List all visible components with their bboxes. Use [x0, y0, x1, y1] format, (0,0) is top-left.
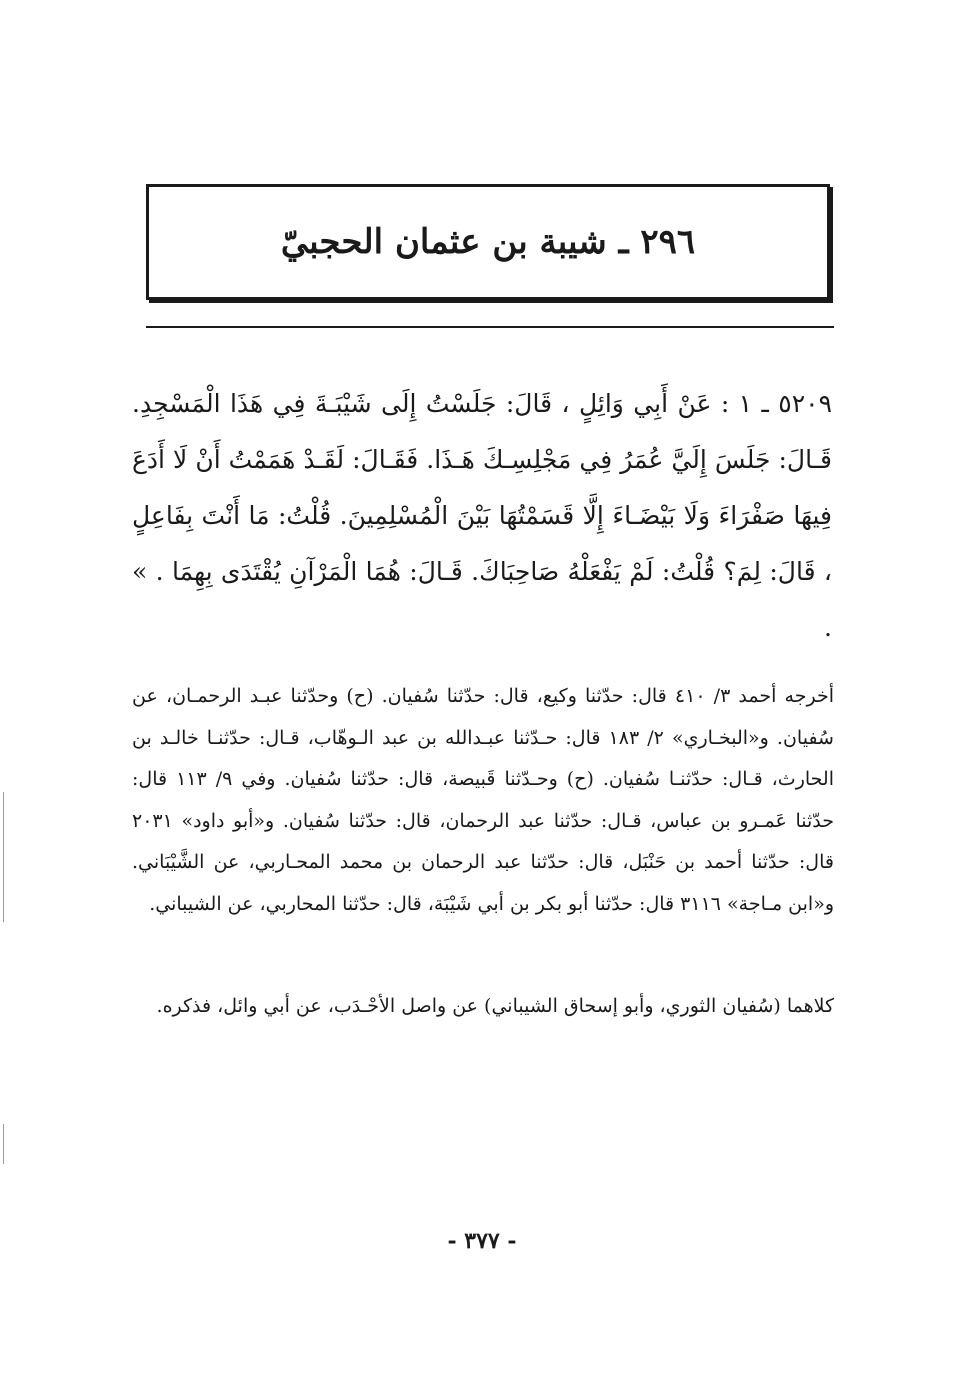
- page-number: - ٣٧٧ -: [447, 1228, 517, 1254]
- chapter-title: ٢٩٦ ـ شيبة بن عثمان الحجبيّ: [280, 222, 696, 262]
- header-divider: [146, 326, 834, 328]
- footnote-summary: كلاهما (سُفيان الثوري، وأبو إسحاق الشيباني) عن واصل الأحْـدَب، عن أبي وائل، فذكره.: [156, 995, 834, 1017]
- scan-edge-mark: [3, 792, 4, 922]
- hadith-text: ٥٢٠٩ ـ ١ : عَنْ أَبِي وَائِلٍ ، قَالَ: جَلَسْتُ إِلَى شَيْبَـةَ فِي هَذَا الْمَسْجِدِ. قَـالَ: جَلَسَ إِلَيَّ عُمَرُ فِي مَجْلِسِـكَ هَـذَا. فَقَـالَ: لَقَـدْ هَمَمْتُ أَنْ لَا أَدَعَ فِيهَا صَفْرَاءَ وَلَا بَيْضَـاءَ إِلَّا قَسَمْتُهَا بَيْنَ الْمُسْلِمِينَ. قُلْتُ: مَا أَنْتَ بِفَاعِلٍ ، قَالَ: لِمَ؟ قُلْتُ: لَمْ يَفْعَلْهُ صَاحِبَاكَ. قَـالَ: هُمَا الْمَرْآنِ يُقْتَدَى بِهِمَا . » .: [132, 389, 833, 642]
- chapter-title-box: [146, 184, 830, 300]
- footnote-takhrij: أخرجه أحمد ٣/ ٤١٠ قال: حدّثنا وكيع، قال: حدّثنا سُفيان. (ح) وحدّثنا عبـد الرحمـان، عن سُفيان. و«البخـاري» ٢/ ١٨٣ قال: حـدّثنا عبـدالله بن عبد الـوهّاب، قـال: حدّثنـا خالـد بن الحارث، قـال: حدّثنـا سُفيان. (ح) وحـدّثنا قَبيصة، قال: حدّثنا سُفيان. وفي ٩/ ١١٣ قال: حدّثنا عَمـرو بن عباس، قـال: حدّثنا عبد الرحمان، قال: حدّثنا سُفيان. و«أبو داود» ٢٠٣١ قال: حدّثنا أحمد بن حَنْبَل، قال: حدّثنا عبد الرحمان بن محمد المحـاربي، عن الشَّيْبَاني. و«ابن مـاجة» ٣١١٦ قال: حدّثنا أبو بكر بن أبي شَيْبَة، قال: حدّثنا المحاربي، عن الشيباني.: [132, 685, 834, 915]
- scan-edge-mark: [3, 1124, 4, 1164]
